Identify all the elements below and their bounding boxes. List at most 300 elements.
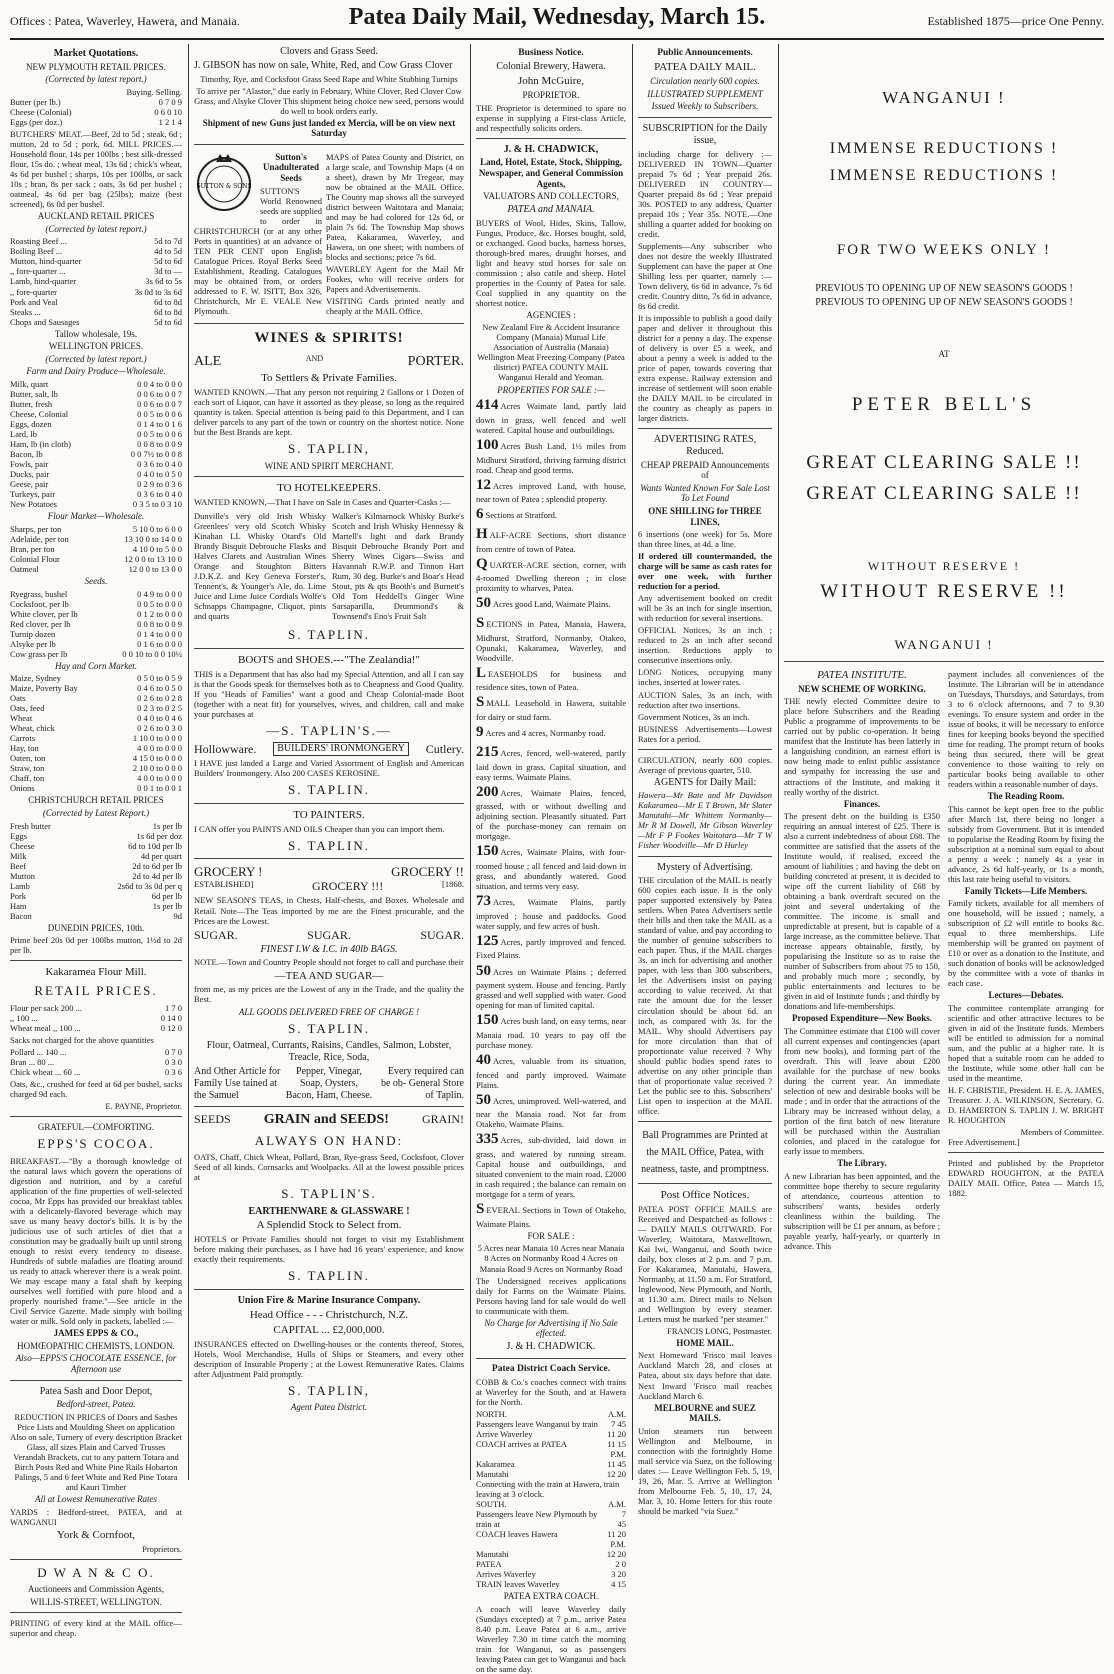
price-row [10,891,182,901]
ill: ILLUSTRATED SUPPLEMENT [647,88,763,99]
price-row-value: 0 5 0 to 0 5 9 [137,673,182,684]
price-row-label: Eggs, dozen [10,419,52,430]
ak-rows [10,236,182,326]
property-acres: Q [476,555,488,572]
price-row-value: 0 1 6 to 0 0 0 [137,638,182,649]
sash-terms: All at Lowest Remunerative Rates [35,1494,157,1505]
south-am: A.M. [608,1498,626,1509]
sash-prop: Proprietors. [142,1543,182,1554]
property-description: Acres, unimproved. Well-watered, and near the Manaia road. Not far from Otakeho, Waimate Plains. [476,1095,626,1130]
ak-title: AUCKLAND RETAIL PRICES [37,211,155,222]
timetable-row-value: 11 20 [607,1529,626,1540]
previous-1: PREVIOUS TO OPENING UP OF NEW SEASON'S GOODS ! [815,283,1073,295]
fm-rows [10,524,182,574]
taplin-6: S. TAPLIN. [288,1268,370,1284]
price-row-label: New Potatoes [10,499,57,510]
property-acres: 335 [476,1131,499,1148]
price-row-value: 4 10 0 to 5 0 0 [132,543,182,554]
property-acres: 150 [476,1012,499,1029]
property-acres: 12 [476,476,491,493]
price-row-value: 0 2 9 to 0 3 6 [137,479,182,490]
price-row [10,479,182,489]
property-description: Acres Waimate land, partly laid down in grass, well fenced and well watered. Capital house and outbuildings. [476,401,626,435]
price-row [10,439,182,449]
price-row-value: 0 0 10 to 0 0 10½ [122,648,182,659]
rp-title: RETAIL PRICES. [34,983,158,999]
porter: PORTER. [407,353,464,369]
price-row-label: Chaff, ton [10,773,45,784]
timetable-row-value: 12 20 [606,1549,626,1560]
price-row [10,524,182,534]
price-row-label: Colonial Flour [10,553,60,564]
taplin-7: S. TAPLIN, [288,1382,370,1398]
impossible: It is impossible to publish a good daily paper and deliver it throughout this district for a penny a day. The expense of delivery is over £5 a week, and about a penny a week is added to the price of paper, towards covering that extra expense. Railway extension and increase of settlement will soon enable the DAILY MAIL to be circulated in the country as cheaply as papers in larger districts. [638,312,772,423]
wanganui-2: WANGANUI ! [894,637,994,653]
melb-text: Union steamers run between Wellington and Melbourne, in connection with the fortnightly Home mail service via Suez, on the following dates :— Leave Wellington Feb. 5, 19, 19, 26, Mar. 5. Arrive at Wellington from Melbourne Feb. 5, 10, 17, 24, Mar. 3, 10. Home letters for this route should be marked "via Suez." [638,1425,772,1516]
no-charge: No Charge for Advertising if No Sale effected. [484,1317,618,1339]
price-row [10,459,182,469]
price-row-label: Butter (per lb.) [10,97,61,108]
price-row-value: 4 15 0 to 0 0 0 [132,753,182,764]
price-row-value: 0 0 1 to 0 0 1 [137,783,182,794]
ak-sub: (Corrected by latest report.) [45,223,147,234]
property-item [476,595,626,613]
rp-sig: E. PAYNE, Proprietor. [105,1100,182,1111]
rp-text2: Oats, &c., crushed for feed at 6d per bushel, sacks charged 9d each. [10,1078,182,1099]
price-row-label: Lamb [10,880,30,891]
mystery: Mystery of Advertising. [657,861,753,873]
timetable-row-label: Manutahi [476,1549,509,1560]
property-item [476,1052,626,1090]
established: ESTABLISHED] [194,879,254,890]
price-row [10,1023,182,1033]
property-description: Acres bush land, on easy terms, near Manaia road. 10 years to pay off the purchase money. [476,1016,626,1050]
buyers-text: BUYERS of Wool, Hides, Skins, Tallow, Fungus, Produce, &c. Horses bought, sold, or exchanged. Good bucks, harness horses, thorough-bred mares, draught horses, and light and heavy stud horses for sale on commission ; also cattle and sheep. Hotel properties in the County of Patea for sale. Coal supplied in any quantity on the shortest notice. [476,217,626,308]
valuators: VALUATORS AND COLLECTORS, [483,191,619,202]
price-row [10,117,182,127]
taplin-4: S. TAPLIN. [288,837,370,853]
price-row-label: Carrots [10,733,36,744]
price-row-label: Cow grass per lb [10,648,68,659]
price-row-value: 0 2 6 to 0 2 8 [137,693,182,704]
flour: Flour, Oatmeal, Currants, Raisins, Candles, Salmon, Lobster, Treacle, Rice, Soda, [206,1040,452,1064]
price-row-value: 0 0 4 to 0 0 0 [137,379,182,389]
hay-rows [10,673,182,793]
head-office: Head Office - - - Christchurch, N.Z. [249,1308,409,1321]
property-acres: 215 [476,743,499,760]
timetable-row-value: 11 20 [607,1428,626,1439]
property-description: Acres, Waimate Plains, partly improved ; house and paddocks. Good water supply, and few acres of bush. [476,897,626,931]
gibson: J. GIBSON has now on sale, White, Red, and Cow Grass Clover [194,59,453,71]
price-row [10,1047,182,1057]
price-row-value: 0 1 4 to 0 1 6 [137,419,182,430]
property-item [476,615,626,663]
timetable-row-value: 7 45 [617,1509,626,1530]
property-item [476,506,626,524]
shilling-text: 6 insertions (one week) for 5s. More than three lines, at 4d. a line. [638,529,772,550]
price-row-value: 5 10 0 to 6 0 0 [132,523,182,534]
epps-text: BREAKFAST.—"By a thorough knowledge of the natural laws which govern the operations of digestion and nutrition, and by a careful application of the fine properties of well-selected cocoa, Mr Epps has provided our breakfast tables with a delicately-flavored beverage which may save us many heavy doctor's bills. It is by the judicious use of such articles of diet that a constitution may be gradually built up until strong enough to resist every tendency to disease. Hundreds of subtle maladies are floating around us ready to attack wherever there is a weak point. We may escape many a fatal shaft by keeping ourselves well fortified with pure blood and a properly nourished frame."—See article in the Civil Service Gazette. Made simply with boiling water or milk. Sold only in packets, labelled :— [10,1155,182,1327]
agents-text: New Zealand Fire & Accident Insurance Company (Manaia) Mutual Life Association of Australia (Manaia) Wellington Meat Freezing Company (Patea district) PATEA COUNTY MAIL Wanganui Herald and Yeoman. [477,322,625,383]
price-row-value: 4 0 0 to 0 0 0 [137,743,182,754]
timetable-row [476,1419,626,1429]
price-row-value: 0 0 5 to 0 0 6 [137,409,182,420]
np-text: BUTCHERS' MEAT.—Beef, 2d to 5d ; steak, 6d ; mutton, 2d to 5d ; pork, 6d. MILL PRICES.—Household flour, 14s per 100lbs ; best silk-dressed flour, 15s do. ; wheat meal, 13s 6d ; chick's wheat, 4s 6d per bushel ; sharps, 10s per 100lbs, or sack 10s ; bran, 8s per sack ; oats, 3s 6d per bushel ; oatmeal, 4s 6d per bag (25lbs); maize (best screened), 6s 0d per bushel. [10,129,183,210]
south: SOUTH. [476,1498,507,1509]
prop-text: The Committee estimate that £100 will cover all current expenses and contingencies (apart from new books), and forming part of the overdraft. This will leave about £200 available for the purchase of new books during the current year. An immediate selection of new and desirable books will be made ; and in order that the attractions of the Library may be increased without delay, a portion of the first batch of new literature will be purchased within the Australian colonies, and placed in the catalogue for early issue to members. [784,1026,940,1157]
price-row-value: 3d to — [154,266,182,277]
price-row-label: Oaten, ton [10,753,46,764]
tea-text: from me, as my prices are the Lowest of any in the Trade, and the quality the Best. [194,984,464,1005]
price-row-label: ,, fore-quarter ... [10,266,66,277]
price-row [10,693,182,703]
sash-yards: YARDS : Bedford-street, PATEA, and at WANGANUI [10,1506,182,1527]
ale: ALE [194,353,222,369]
taplins: —S. TAPLIN'S.— [266,722,392,738]
price-row-label: Boiling Beef ... [10,246,63,257]
public-heading: Public Announcements. [657,48,753,58]
property-description: Acres, valuable from its situation, fenced and partly improved. Waimate Plains. [476,1055,626,1090]
grocery-2: GROCERY !! [391,864,464,879]
property-description: MALL Leasehold in Hawera, suitable for dairy or stud farm. [476,698,626,723]
splendid: A Splendid Stock to Select from. [256,1219,402,1232]
property-description: ALF-ACRE Sections, short distance from centre of town of Patea. [476,529,626,554]
rp-rows [10,1003,182,1033]
supp-text: Supplements—Any subscriber who does not desire the weekly Illustrated Supplement can have the paper at One Shilling less per quarter, namely :— Town delivery, 6s 6d in advance, 7s 6d credit. Country ditto, 7s 6d in advance, 8s 6d credit. [638,240,772,311]
rp-rows2 [10,1047,182,1077]
price-row [10,236,182,246]
price-row-label: Eggs [10,830,27,841]
immense-1: IMMENSE REDUCTIONS ! [829,140,1059,158]
chad-sub: Land, Hotel, Estate, Stock, Shipping, Newspaper, and General Commission Agents, [478,157,624,189]
fm-heading: Flour Market—Wholesale. [47,511,145,522]
timetable-row-value: 2 0 [615,1559,626,1570]
price-row-value: 0 1 2 to 0 0 0 [137,608,182,619]
free: ALL GOODS DELIVERED FREE OF CHARGE ! [238,1006,420,1017]
timetable-row-label: Arrive Waverley [476,1428,533,1439]
price-row [10,554,182,564]
property-item [476,963,626,1011]
auction: AUCTION Sales, 3s an inch, with reduction after two insertions. [638,689,772,710]
read-text: This cannot be kept open free to the public after March 1st, there being no longer a subsidy from Government. But it is intended to popularise the Reading Room by fixing the subscription at a nominal sum equal to about a penny a week ; namely 4s a year in advance, 2s 6d half-yearly, or 1s a month, this last rate being useful to visitors. [948,803,1104,884]
price-row [10,564,182,574]
mystery-text: THE circulation of the MAIL is nearly 600 copies each issue. It is the only paper supported extensively by Patea settlers. When Patea Advertisers settle their bills and then take the MAIL as a standard of value, and pay according to the number of genuine subscribers to each paper. Thus, if the MAIL charges 3s. an inch for advertising and another paper, with less than 300 subscribers, let the Advertisers insist on paying according to value received. At that rate the amount due for the lesser circulation should be about 6d. an inch, as compared with 3s. for the MAIL. Why should Advertisers pay for more circulation than that of proportionate value received ? Why should public bodies spend rates to advertise on any other principle than that of proportionate value received ? Let the public see to this. Subscribers' List open to inspection at the MAIL office. [638,875,772,1116]
price-row-label: Beef [10,860,27,871]
property-description: Acres good Land, Waimate Plains. [493,599,611,610]
capital: CAPITAL ... £2,000,000. [273,1323,385,1336]
price-row-value: 4d to 5d [154,246,182,257]
settlers: To Settlers & Private Families. [261,372,397,385]
property-description: Acres, Waimate Plains, with four-roomed house ; all fenced and laid down in grass, and abundantly watered. Good situation, and terms very easy. [476,847,626,892]
guns: Shipment of new Guns just landed ex Mercia, will be on view next Saturday [202,117,456,139]
price-row-value: 2s6d to 3s 0d per q [117,880,182,891]
right-text: payment includes all conveniences of the Institute. The Librarian will be in attendance on Tuesdays, Thursdays, and Saturdays, from 3 to 6 o'clock afternoons, and 7 to 9.30 evenings. To ensure system and order in the issue of books, it will be necessary to enforce fines for keeping books beyond the specified time for reading. The prompt return of books being thus secured, there will be great convenience to those waiting to rely on particular books being available to other readers within a reasonable number of days. [948,668,1104,789]
price-row-value: 1 2 1 4 [158,117,182,128]
timetable-row-label: COACH leaves Hawera [476,1529,558,1540]
mcguire: John McGuire, [518,75,584,87]
price-row-value: 0 7 0 [165,1046,182,1057]
price-row-label: Chick wheat ... 60 ... [10,1066,81,1077]
price-row-label: ,, 100 ... [10,1012,38,1023]
timetable-row [476,1459,626,1469]
timetable-row [476,1479,626,1499]
property-item [476,843,626,891]
price-row [10,901,182,911]
rp-text: Sacks not charged for the above quantities [10,1034,154,1045]
price-row [10,1067,182,1077]
price-row-value: 2 10 0 to 0 0 0 [132,763,182,774]
undersigned: The Undersigned receives applications daily for Farms on the Waimate Plains. Persons having land for sale would do well to communicate with them. [476,1275,626,1316]
price-row-label: Butter, salt, lb [10,389,58,400]
forsale-heading: FOR SALE : [527,1230,575,1241]
price-row-label: Oats, feed [10,703,45,714]
price-row [10,276,182,286]
price-row-value: 0 1 4 to 0 0 0 [137,628,182,639]
est-year: [1868. [442,879,464,890]
column-peter-bell [784,44,1104,1480]
price-row [10,429,182,439]
price-row [10,851,182,861]
price-row [10,266,182,276]
price-row-label: Bacon [10,910,32,921]
property-acres: S [476,694,485,711]
proposed: Proposed Expenditure—New Books. [792,1013,932,1024]
price-row [10,599,182,609]
timetable-row [476,1559,626,1569]
price-row-label: Roasting Beef ... [10,236,67,247]
price-row-label: Fresh butter [10,820,51,831]
timetable-row-value: P.M. [610,1448,626,1459]
without-2: WITHOUT RESERVE !! [820,581,1068,603]
price-row-value: 0 6 0 10 [154,107,182,118]
sub-text: including charge for delivery :— DELIVERED IN TOWN—Quarter prepaid 7s 6d ; Year prepaid 26s. DELIVERED IN COUNTRY—Quarter prepaid 8s 6d ; Year prepaid 30s. POSTED to any address, Quarter prepaid 10s ; Year 35s. NOTE.—One shilling a quarter added for booking on credit. [638,148,772,239]
price-row [10,683,182,693]
property-item [476,1201,626,1229]
timetable-row-label: Passengers leave Wanganui by train [476,1418,598,1429]
price-row-value: 2d to 6d per lb [132,860,182,871]
price-row-label: Butter, fresh [10,399,53,410]
price-row [10,831,182,841]
price-row-value: 0 2 3 to 0 2 5 [137,703,182,714]
price-row-value: 6d to 8d [154,306,182,317]
price-row-value: 1 7 0 [165,1002,182,1013]
timetable-row-value: 7 45 [611,1418,626,1429]
extra-text: A coach will leave Waverley daily (Sundays excepted) at 7 p.m., arrive Patea 8.40 p.m. Leave Patea at 6 a.m., arrive Waverley 7.30 in time catch the morning train for Wanganui, so as passengers leaving Patea can get to Wanganui and back on the same day. [476,1603,626,1674]
long: LONG Notices, occupying many inches, inserted at lower rates. [638,667,772,688]
price-row-value: 4d per quart [140,850,182,861]
price-row-label: Alsyke per lb [10,638,56,649]
property-item [476,784,626,842]
inst-title: PATEA INSTITUTE. [817,668,907,681]
price-row-label: Lard, lb [10,429,37,440]
property-acres: 150 [476,843,499,860]
price-row [10,629,182,639]
ch-sub: (Corrected by Latest Report.) [42,808,150,819]
library: The Library. [837,1158,887,1169]
wl-heading: Farm and Dairy Produce—Wholesale. [26,366,166,377]
price-row [10,389,182,399]
column-rule [188,44,189,1480]
timetable-row-label: Manutahi [476,1468,509,1479]
cheap-list: Wants Wanted Known For Sale Lost To Let Found [640,482,770,504]
north: NORTH. [476,1408,507,1419]
price-row-label: Wheat, chick [10,723,55,734]
taplins-2: S. TAPLIN'S. [281,1186,377,1202]
taplin-5: S. TAPLIN. [288,1021,370,1037]
cheap: CHEAP PREPAID Announcements of [640,459,770,481]
price-row-label: Bacon, lb [10,449,43,460]
property-item [476,556,626,594]
south-rows [476,1509,626,1589]
wl-rows [10,379,182,509]
epps-title: EPPS'S COCOA. [37,1136,155,1152]
price-row-value: 0 3 6 to 0 4 0 [137,489,182,500]
sutton-text: SUTTON'S World Renowned seeds are supplied to order in CHRISTCHURCH (or at any other Ports in quantities) at an advance of TEN PER CENT upon English Catalogue Prices. Royal Berks Seed Establishment, Reading. Catalogues may be obtained from, or orders addressed to F. W. ISITT, Box 326, Christchurch, Mr E. VEALE New Plymouth. [194,185,322,316]
price-row-value: 12 0 0 to 13 0 0 [128,563,182,574]
property-item [476,1131,626,1199]
price-row-label: Wheat meal ,, 100 ... [10,1022,81,1033]
inst-text: THE newly elected Committee desire to place before Subscribers and the Reading Public a programme of improvements to be carried out by public co-operation. It being manifest that the Institute has been latterly in a languishing condition, an earnest effort is now being made to enlist public assistance and sympathy for increasing the use and attractions of the Institute, and making it really worthy of the district. [784,696,940,797]
timetable-row [476,1569,626,1579]
price-row-value: 0 0 5 to 0 0 0 [137,598,182,609]
wl-sub: (Corrected by latest report.) [45,353,147,364]
price-row [10,534,182,544]
free-adv: Free Advertisement.] [948,1137,1020,1148]
timetable-row-label: TRAIN leaves Waverley [476,1579,560,1590]
sutton-title: Sutton's Unadulterated Seeds [263,151,319,184]
price-row-value: 0 3 0 [165,1056,182,1067]
printing: PRINTING of every kind at the MAIL office—superior and cheap. [10,1618,182,1639]
tea-sugar: —TEA AND SUGAR— [274,969,384,982]
shilling: ONE SHILLING for THREE LINES, [648,506,762,527]
great-2: GREAT CLEARING SALE !! [806,482,1082,504]
always: ALWAYS ON HAND: [254,1132,404,1148]
price-row-value: 9d [173,910,182,921]
column-rule [632,44,633,1480]
seeds-heading: Seeds. [84,575,108,586]
column-market [10,44,183,1639]
sash-title: Patea Sash and Door Depot, [39,1385,153,1397]
timetable-row-label: Kakaramea [476,1458,515,1469]
price-row-label: White clover, per lb [10,608,78,619]
price-row-label: Turkeys, pair [10,489,56,500]
hotel-list-left: Dunville's very old Irish Whisky Greenlees' very old Scotch Whisky Kinahan LL Whisky Otard's Old Brandy Bisquit Debrouche Flasks and Halves Clarets and Australian Wines Orange and Stoughton Bitters J.D.K.Z. and Key Geneva Forster's, Tennent's, & Younger's Ale, do. Lime Juice and Lime Juice Cordials Wolfe's Schnapps Champagne, Cliquot, pints and quarts [194,511,326,622]
maps-text: MAPS of Patea County and District, on a large scale, and Township Maps (4 on a sheet), drawn by Mr Tregear, may now be obtained at the MAIL Office. The County map shows all the surveyed district between Waitotara and Manaia; and may be had colored for 12s 6d, or plain 7s 6d. The Township Map shows Patea, Kakaramea, Waverley, and Hawera, on one sheet; with numbers of blocks and sections; price 7s 6d. [326,151,464,263]
price-row-label: Cheese, Colonial [10,409,69,420]
great-1: GREAT CLEARING SALE !! [806,452,1082,474]
price-row [10,861,182,871]
hay-heading: Hay and Corn Market. [55,660,137,671]
timetable-row-value: P.M. [610,1539,626,1550]
timetable-row-value: 12 20 [606,1468,626,1479]
earthen: EARTHENWARE & GLASSWARE ! [248,1205,410,1217]
property-acres: 50 [476,595,491,612]
hotel-title: TO HOTELKEEPERS. [277,482,381,495]
property-description: ECTIONS in Patea, Manaia, Hawera, Midhurst, Stratford, Normanby, Otakeo, Opunaki, Kakaramea, Waverley, and Woodville. [476,619,626,663]
crest-motto: SUTTON & SONS [196,182,252,190]
property-description: Acres and 4 acres, Normanby road. [485,728,606,739]
price-row-value: 0 0 8 to 0 0 9 [137,439,182,450]
and: AND [305,353,324,363]
boots-title: BOOTS and SHOES.---"The Zealandia!" [238,653,420,666]
wines-title: WINES & SPIRITS! [254,330,404,347]
price-row [10,1057,182,1067]
ball: Ball Programmes are Printed at the MAIL Office, Patea, with neatness, taste, and promptness. [641,1129,769,1175]
wanganui-1: WANGANUI ! [882,88,1006,107]
gibson-text: To arrive per "Alastor," due early in February, White Clover, Red Clover Cow Grass, and Alsyke Clover This shipment being choice new seed, persons would do well to book orders early. [194,85,464,116]
price-row [10,673,182,683]
price-row-label: Hay, ton [10,743,39,754]
iron-text: I HAVE just landed a Large and Varied Assortment of English and American Builders' Ironmongery. Also 200 CASES KEROSINE. [194,758,464,779]
brewery: Colonial Brewery, Hawera. [496,61,606,73]
timetable-row-label: COACH arrives at PATEA [476,1438,568,1449]
fam-text: Family tickets, available for all members of one household, will be issued ; namely, a subscription of £2 will entitle to books &c. equal to three memberships. Life membership will be granted on payment of £10 or over as a donation to the Institute, and such donation of books will be acknowledged by the committee with a vote of thanks in each case. [948,898,1104,989]
timetable-row [476,1529,626,1539]
grocery-3: GROCERY !!! [312,879,384,894]
price-row [10,703,182,713]
agents-title: AGENTS for Daily Mail: [653,776,757,788]
price-row [10,287,182,297]
price-row-label: Adelaide, per ton [10,533,69,544]
price-row [10,649,182,659]
coach-text: COBB & Co.'s coaches connect with trains at Waverley for the South, and at Hawera for the North. [476,1376,626,1407]
property-item [476,665,626,693]
price-row [10,881,182,891]
property-description: EVERAL Sections in Town of Otakeho, Waimate Plains. [476,1205,626,1229]
biz: BUSINESS Advertisements—Lowest Rates for a period. [638,723,772,744]
timetable-row [476,1579,626,1589]
sub-title: SUBSCRIPTION for the Daily issue, [642,123,768,146]
price-row [10,1013,182,1023]
price-row [10,399,182,409]
price-row-label: ,, fore-quarter [10,286,57,297]
price-row-label: Steaks ... [10,306,41,317]
officers: H. F. CHRISTIE, President. H. E. A. JAMES, Treasurer. J. A. WILKINSON, Secretary. G. D. HAMERTON S. TAPLIN J. W. BRIGHT R. HOUGHTON [948,1085,1104,1126]
property-acres: 125 [476,932,499,949]
price-row-label: Flour per sack 200 ... [10,1002,83,1013]
property-acres: S [476,1201,485,1218]
weekly: Issued Weekly to Subscribers. [651,101,759,112]
property-acres: 200 [476,783,499,800]
timetable-row [476,1539,626,1549]
boots-text: THIS is a Department that has also had my Special Attention, and all I can say is that the Goods speak for themselves both as to Cheapness and Good Quality. If you "Heads of Families" want a good and Cheap Colonial-made Boot (together with a neat fit) for yourselves, wives, and children, call and make your purchases at [194,668,464,719]
price-row [10,773,182,783]
at: AT [938,349,950,360]
patea-manaia: PATEA and MANAIA. [507,203,595,215]
epps-co2: HOMŒOPATHIC CHEMISTS, LONDON. [17,1340,175,1351]
post-title: Post Office Notices. [660,1188,750,1201]
price-row [10,821,182,831]
price-row-label: Milk, quart [10,379,49,389]
masthead-offices: Offices : Patea, Waverley, Hawera, and Manaia. [10,14,240,28]
price-row [10,449,182,459]
taplin-3: S. TAPLIN. [288,782,370,798]
north-rows [476,1419,626,1499]
property-acres: 100 [476,436,499,453]
price-row-label: Bran ... 80 ... [10,1056,55,1067]
property-acres: H [476,525,488,542]
property-item [476,477,626,505]
price-row [10,589,182,599]
price-row-label: Eggs (per doz.) [10,117,63,128]
price-row [10,871,182,881]
masthead-title: Patea Daily Mail, Wednesday, March 15. [348,4,766,30]
price-row-label: Chops and Sausages [10,316,80,327]
props-list [476,397,626,1229]
price-row-label: Oats [10,693,26,704]
price-row-label: Maize, Poverty Bay [10,683,78,694]
timetable-row [476,1509,626,1529]
